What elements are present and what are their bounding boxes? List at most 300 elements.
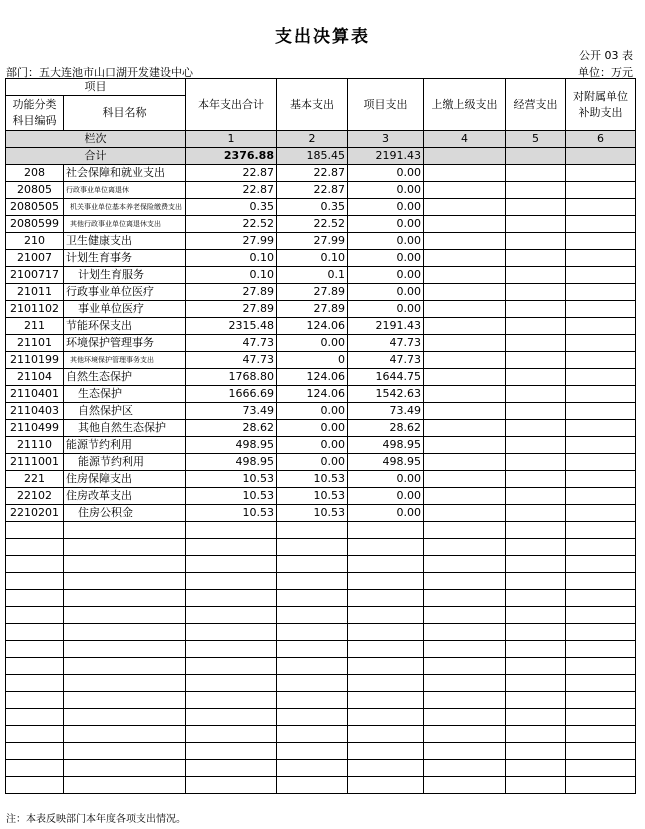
empty-cell <box>277 556 348 573</box>
row-total: 73.49 <box>186 403 277 420</box>
row-code: 2110499 <box>6 420 64 437</box>
total-row-business <box>506 148 566 165</box>
row-total: 22.87 <box>186 165 277 182</box>
row-subsidy <box>566 437 636 454</box>
index-col-5: 5 <box>506 131 566 148</box>
row-basic: 0.00 <box>277 437 348 454</box>
row-subsidy <box>566 216 636 233</box>
empty-cell <box>506 760 566 777</box>
empty-cell <box>506 777 566 794</box>
row-business <box>506 403 566 420</box>
row-business <box>506 420 566 437</box>
empty-cell <box>277 641 348 658</box>
empty-cell <box>186 743 277 760</box>
empty-cell <box>424 590 506 607</box>
table-row <box>6 267 636 284</box>
empty-cell <box>64 522 186 539</box>
header-subject-name: 科目名称 <box>64 96 186 131</box>
row-project: 1542.63 <box>348 386 424 403</box>
row-upper <box>424 318 506 335</box>
row-name: 自然生态保护 <box>64 369 186 386</box>
index-col-2: 2 <box>277 131 348 148</box>
row-business <box>506 471 566 488</box>
row-project: 2191.43 <box>348 318 424 335</box>
row-upper <box>424 284 506 301</box>
row-code: 2210201 <box>6 505 64 522</box>
empty-row <box>6 641 636 658</box>
empty-cell <box>277 539 348 556</box>
row-subsidy <box>566 250 636 267</box>
row-total: 498.95 <box>186 437 277 454</box>
row-business <box>506 386 566 403</box>
row-name: 自然保护区 <box>64 403 186 420</box>
row-total: 47.73 <box>186 352 277 369</box>
row-subsidy <box>566 182 636 199</box>
row-upper <box>424 369 506 386</box>
empty-cell <box>506 624 566 641</box>
row-upper <box>424 403 506 420</box>
table-row <box>6 369 636 386</box>
empty-cell <box>424 607 506 624</box>
empty-cell <box>186 522 277 539</box>
row-business <box>506 301 566 318</box>
row-total: 0.35 <box>186 199 277 216</box>
row-code: 211 <box>6 318 64 335</box>
row-subsidy <box>566 369 636 386</box>
empty-row <box>6 743 636 760</box>
empty-cell <box>424 641 506 658</box>
empty-row <box>6 760 636 777</box>
row-subsidy <box>566 488 636 505</box>
header-business: 经营支出 <box>506 79 566 131</box>
row-basic: 0.00 <box>277 403 348 420</box>
row-total: 10.53 <box>186 488 277 505</box>
empty-cell <box>566 556 636 573</box>
row-project: 0.00 <box>348 505 424 522</box>
row-code: 21110 <box>6 437 64 454</box>
table-row <box>6 454 636 471</box>
row-subsidy <box>566 318 636 335</box>
header-basic: 基本支出 <box>277 79 348 131</box>
empty-cell <box>566 522 636 539</box>
empty-cell <box>566 658 636 675</box>
row-code: 2111001 <box>6 454 64 471</box>
row-name: 环境保护管理事务 <box>64 335 186 352</box>
row-business <box>506 199 566 216</box>
empty-cell <box>277 675 348 692</box>
empty-cell <box>348 777 424 794</box>
empty-row <box>6 556 636 573</box>
empty-cell <box>506 539 566 556</box>
row-name: 节能环保支出 <box>64 318 186 335</box>
empty-cell <box>6 539 64 556</box>
row-subsidy <box>566 199 636 216</box>
row-total: 1768.80 <box>186 369 277 386</box>
row-business <box>506 335 566 352</box>
row-project: 0.00 <box>348 471 424 488</box>
empty-cell <box>277 692 348 709</box>
row-upper <box>424 267 506 284</box>
empty-cell <box>186 624 277 641</box>
row-upper <box>424 233 506 250</box>
row-business <box>506 233 566 250</box>
empty-cell <box>506 726 566 743</box>
table-row <box>6 318 636 335</box>
row-basic: 0.00 <box>277 454 348 471</box>
row-code: 21007 <box>6 250 64 267</box>
row-basic: 0.35 <box>277 199 348 216</box>
table-row <box>6 301 636 318</box>
row-code: 2101102 <box>6 301 64 318</box>
empty-cell <box>424 692 506 709</box>
empty-cell <box>64 658 186 675</box>
empty-row <box>6 709 636 726</box>
row-upper <box>424 335 506 352</box>
row-total: 27.99 <box>186 233 277 250</box>
row-name: 生态保护 <box>64 386 186 403</box>
empty-cell <box>424 777 506 794</box>
row-project: 0.00 <box>348 216 424 233</box>
empty-cell <box>566 641 636 658</box>
header-subsidy: 对附属单位补助支出 <box>566 79 636 131</box>
row-subsidy <box>566 386 636 403</box>
table-row <box>6 216 636 233</box>
empty-cell <box>348 607 424 624</box>
row-name: 事业单位医疗 <box>64 301 186 318</box>
empty-cell <box>6 624 64 641</box>
empty-cell <box>424 624 506 641</box>
empty-cell <box>424 760 506 777</box>
row-code: 22102 <box>6 488 64 505</box>
empty-row <box>6 675 636 692</box>
empty-cell <box>6 743 64 760</box>
table-row <box>6 199 636 216</box>
table-row <box>6 437 636 454</box>
empty-cell <box>277 522 348 539</box>
row-basic: 27.99 <box>277 233 348 250</box>
empty-cell <box>424 675 506 692</box>
empty-cell <box>277 743 348 760</box>
row-total: 10.53 <box>186 471 277 488</box>
row-upper <box>424 352 506 369</box>
row-total: 27.89 <box>186 301 277 318</box>
empty-cell <box>506 573 566 590</box>
row-project: 498.95 <box>348 454 424 471</box>
row-basic: 124.06 <box>277 318 348 335</box>
row-business <box>506 165 566 182</box>
row-upper <box>424 437 506 454</box>
empty-cell <box>348 726 424 743</box>
row-project: 0.00 <box>348 488 424 505</box>
unit-label: 单位：万元 <box>578 66 633 79</box>
row-upper <box>424 505 506 522</box>
row-code: 21101 <box>6 335 64 352</box>
table-row <box>6 505 636 522</box>
footnote: 注：本表反映部门本年度各项支出情况。 <box>6 814 186 825</box>
empty-cell <box>277 590 348 607</box>
empty-cell <box>566 709 636 726</box>
row-subsidy <box>566 505 636 522</box>
empty-cell <box>186 726 277 743</box>
total-row-subsidy <box>566 148 636 165</box>
row-subsidy <box>566 284 636 301</box>
row-basic: 0.1 <box>277 267 348 284</box>
empty-cell <box>6 675 64 692</box>
row-basic: 0.00 <box>277 420 348 437</box>
empty-cell <box>424 556 506 573</box>
row-code: 208 <box>6 165 64 182</box>
row-project: 0.00 <box>348 267 424 284</box>
row-upper <box>424 199 506 216</box>
row-upper <box>424 216 506 233</box>
row-business <box>506 505 566 522</box>
total-row-total: 2376.88 <box>186 148 277 165</box>
empty-cell <box>566 726 636 743</box>
total-row-upper <box>424 148 506 165</box>
empty-cell <box>566 539 636 556</box>
row-subsidy <box>566 267 636 284</box>
row-basic: 124.06 <box>277 386 348 403</box>
empty-cell <box>64 539 186 556</box>
empty-cell <box>6 692 64 709</box>
empty-cell <box>64 675 186 692</box>
row-name: 能源节约利用 <box>64 454 186 471</box>
row-upper <box>424 386 506 403</box>
empty-cell <box>6 658 64 675</box>
empty-cell <box>64 777 186 794</box>
empty-row <box>6 692 636 709</box>
empty-cell <box>348 539 424 556</box>
row-business <box>506 250 566 267</box>
row-project: 28.62 <box>348 420 424 437</box>
empty-cell <box>6 590 64 607</box>
empty-cell <box>348 760 424 777</box>
empty-cell <box>348 675 424 692</box>
row-subsidy <box>566 335 636 352</box>
row-total: 27.89 <box>186 284 277 301</box>
empty-cell <box>566 590 636 607</box>
table-row <box>6 403 636 420</box>
empty-cell <box>506 692 566 709</box>
empty-cell <box>566 760 636 777</box>
row-basic: 10.53 <box>277 505 348 522</box>
row-project: 0.00 <box>348 165 424 182</box>
row-name: 社会保障和就业支出 <box>64 165 186 182</box>
empty-cell <box>506 590 566 607</box>
empty-cell <box>6 726 64 743</box>
empty-cell <box>277 726 348 743</box>
row-subsidy <box>566 301 636 318</box>
empty-cell <box>566 624 636 641</box>
empty-cell <box>348 641 424 658</box>
empty-cell <box>6 641 64 658</box>
row-total: 22.87 <box>186 182 277 199</box>
empty-cell <box>277 658 348 675</box>
table-row <box>6 420 636 437</box>
total-row-label: 合计 <box>6 148 186 165</box>
row-name: 能源节约利用 <box>64 437 186 454</box>
index-col-3: 3 <box>348 131 424 148</box>
row-name: 其他环境保护管理事务支出 <box>64 352 186 369</box>
empty-row <box>6 777 636 794</box>
empty-row <box>6 539 636 556</box>
row-basic: 22.52 <box>277 216 348 233</box>
row-project: 0.00 <box>348 199 424 216</box>
expenditure-table <box>5 78 636 794</box>
table-row <box>6 386 636 403</box>
empty-cell <box>186 641 277 658</box>
empty-row <box>6 573 636 590</box>
empty-row <box>6 607 636 624</box>
row-project: 0.00 <box>348 284 424 301</box>
row-business <box>506 437 566 454</box>
empty-cell <box>277 777 348 794</box>
row-total: 10.53 <box>186 505 277 522</box>
row-basic: 10.53 <box>277 488 348 505</box>
empty-cell <box>186 709 277 726</box>
empty-cell <box>348 692 424 709</box>
row-upper <box>424 454 506 471</box>
row-project: 0.00 <box>348 250 424 267</box>
table-row <box>6 335 636 352</box>
row-code: 2100717 <box>6 267 64 284</box>
row-code: 21104 <box>6 369 64 386</box>
empty-cell <box>348 522 424 539</box>
row-total: 28.62 <box>186 420 277 437</box>
empty-cell <box>277 709 348 726</box>
empty-cell <box>6 522 64 539</box>
empty-cell <box>277 607 348 624</box>
empty-cell <box>6 607 64 624</box>
empty-cell <box>506 675 566 692</box>
row-name: 住房改革支出 <box>64 488 186 505</box>
row-name: 机关事业单位基本养老保险缴费支出 <box>64 199 186 216</box>
row-business <box>506 369 566 386</box>
empty-row <box>6 522 636 539</box>
row-subsidy <box>566 471 636 488</box>
empty-cell <box>64 607 186 624</box>
empty-cell <box>348 590 424 607</box>
row-basic: 0.00 <box>277 335 348 352</box>
row-basic: 0 <box>277 352 348 369</box>
row-business <box>506 216 566 233</box>
row-subsidy <box>566 165 636 182</box>
empty-cell <box>6 709 64 726</box>
empty-cell <box>566 607 636 624</box>
row-code: 2110403 <box>6 403 64 420</box>
total-row-project: 2191.43 <box>348 148 424 165</box>
row-basic: 27.89 <box>277 284 348 301</box>
row-subsidy <box>566 420 636 437</box>
empty-cell <box>6 573 64 590</box>
row-basic: 22.87 <box>277 165 348 182</box>
row-project: 0.00 <box>348 182 424 199</box>
form-number: 公开 03 表 <box>579 49 633 62</box>
row-upper <box>424 182 506 199</box>
empty-cell <box>186 539 277 556</box>
empty-cell <box>424 658 506 675</box>
row-total: 0.10 <box>186 267 277 284</box>
empty-cell <box>64 743 186 760</box>
index-col-4: 4 <box>424 131 506 148</box>
page-title: 支出决算表 <box>275 27 370 47</box>
row-basic: 27.89 <box>277 301 348 318</box>
empty-cell <box>186 777 277 794</box>
total-row-basic: 185.45 <box>277 148 348 165</box>
empty-cell <box>64 624 186 641</box>
row-name: 其他行政事业单位离退休支出 <box>64 216 186 233</box>
row-project: 0.00 <box>348 233 424 250</box>
row-basic: 124.06 <box>277 369 348 386</box>
row-upper <box>424 471 506 488</box>
row-business <box>506 454 566 471</box>
index-col-1: 1 <box>186 131 277 148</box>
row-total: 22.52 <box>186 216 277 233</box>
empty-cell <box>6 777 64 794</box>
row-upper <box>424 301 506 318</box>
row-project: 73.49 <box>348 403 424 420</box>
row-upper <box>424 420 506 437</box>
empty-cell <box>64 760 186 777</box>
row-code: 210 <box>6 233 64 250</box>
row-total: 0.10 <box>186 250 277 267</box>
empty-cell <box>566 675 636 692</box>
empty-cell <box>506 658 566 675</box>
row-name: 其他自然生态保护 <box>64 420 186 437</box>
empty-cell <box>348 743 424 760</box>
row-subsidy <box>566 352 636 369</box>
row-name: 住房保障支出 <box>64 471 186 488</box>
header-upper: 上缴上级支出 <box>424 79 506 131</box>
row-code: 2110401 <box>6 386 64 403</box>
row-basic: 22.87 <box>277 182 348 199</box>
empty-row <box>6 590 636 607</box>
header-project-expenditure: 项目支出 <box>348 79 424 131</box>
empty-cell <box>64 692 186 709</box>
empty-cell <box>64 641 186 658</box>
row-project: 0.00 <box>348 301 424 318</box>
table-row <box>6 488 636 505</box>
row-name: 计划生育服务 <box>64 267 186 284</box>
row-business <box>506 352 566 369</box>
empty-cell <box>424 522 506 539</box>
empty-cell <box>566 743 636 760</box>
empty-row <box>6 658 636 675</box>
row-name: 住房公积金 <box>64 505 186 522</box>
empty-cell <box>186 556 277 573</box>
empty-cell <box>506 709 566 726</box>
row-upper <box>424 250 506 267</box>
row-subsidy <box>566 403 636 420</box>
empty-cell <box>6 760 64 777</box>
table-row <box>6 471 636 488</box>
table-row <box>6 352 636 369</box>
empty-cell <box>506 607 566 624</box>
empty-cell <box>277 624 348 641</box>
table-row <box>6 165 636 182</box>
row-total: 498.95 <box>186 454 277 471</box>
empty-cell <box>566 777 636 794</box>
empty-cell <box>186 658 277 675</box>
row-project: 47.73 <box>348 335 424 352</box>
row-project: 47.73 <box>348 352 424 369</box>
empty-cell <box>424 726 506 743</box>
index-row-label: 栏次 <box>6 131 186 148</box>
empty-cell <box>64 556 186 573</box>
row-name: 卫生健康支出 <box>64 233 186 250</box>
row-code: 21011 <box>6 284 64 301</box>
row-business <box>506 284 566 301</box>
